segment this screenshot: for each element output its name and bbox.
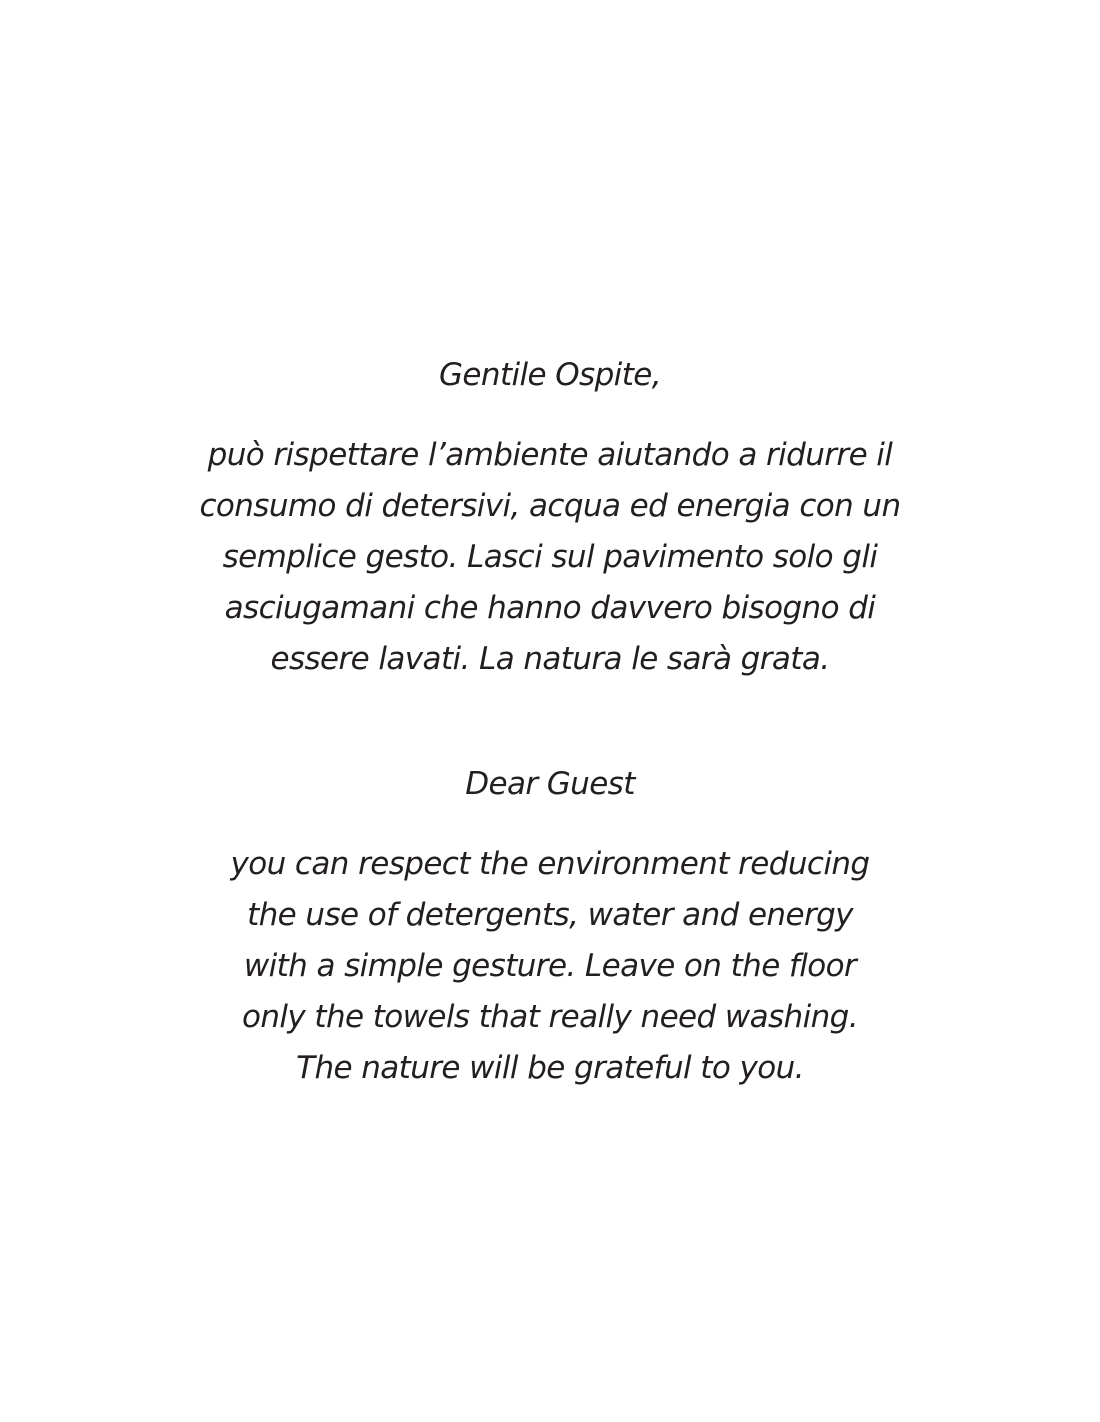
italian-salutation: Gentile Ospite, — [439, 357, 661, 393]
english-salutation: Dear Guest — [465, 766, 635, 802]
italian-message: può rispettare l’ambiente aiutando a ridurre il consumo di detersivi, acqua ed energia con un semplice gesto. Lasci sul pavimento solo gli asciugamani che hanno davvero bisogno di essere lavati. La natura le sarà grata. — [199, 437, 901, 677]
english-notice — [0, 764, 1100, 1094]
italian-notice — [0, 355, 1100, 685]
english-message: you can respect the environment reducing the use of detergents, water and energy with a simple gesture. Leave on the floor only the towels that really need washing. The nature will be grateful to you. — [230, 846, 870, 1086]
